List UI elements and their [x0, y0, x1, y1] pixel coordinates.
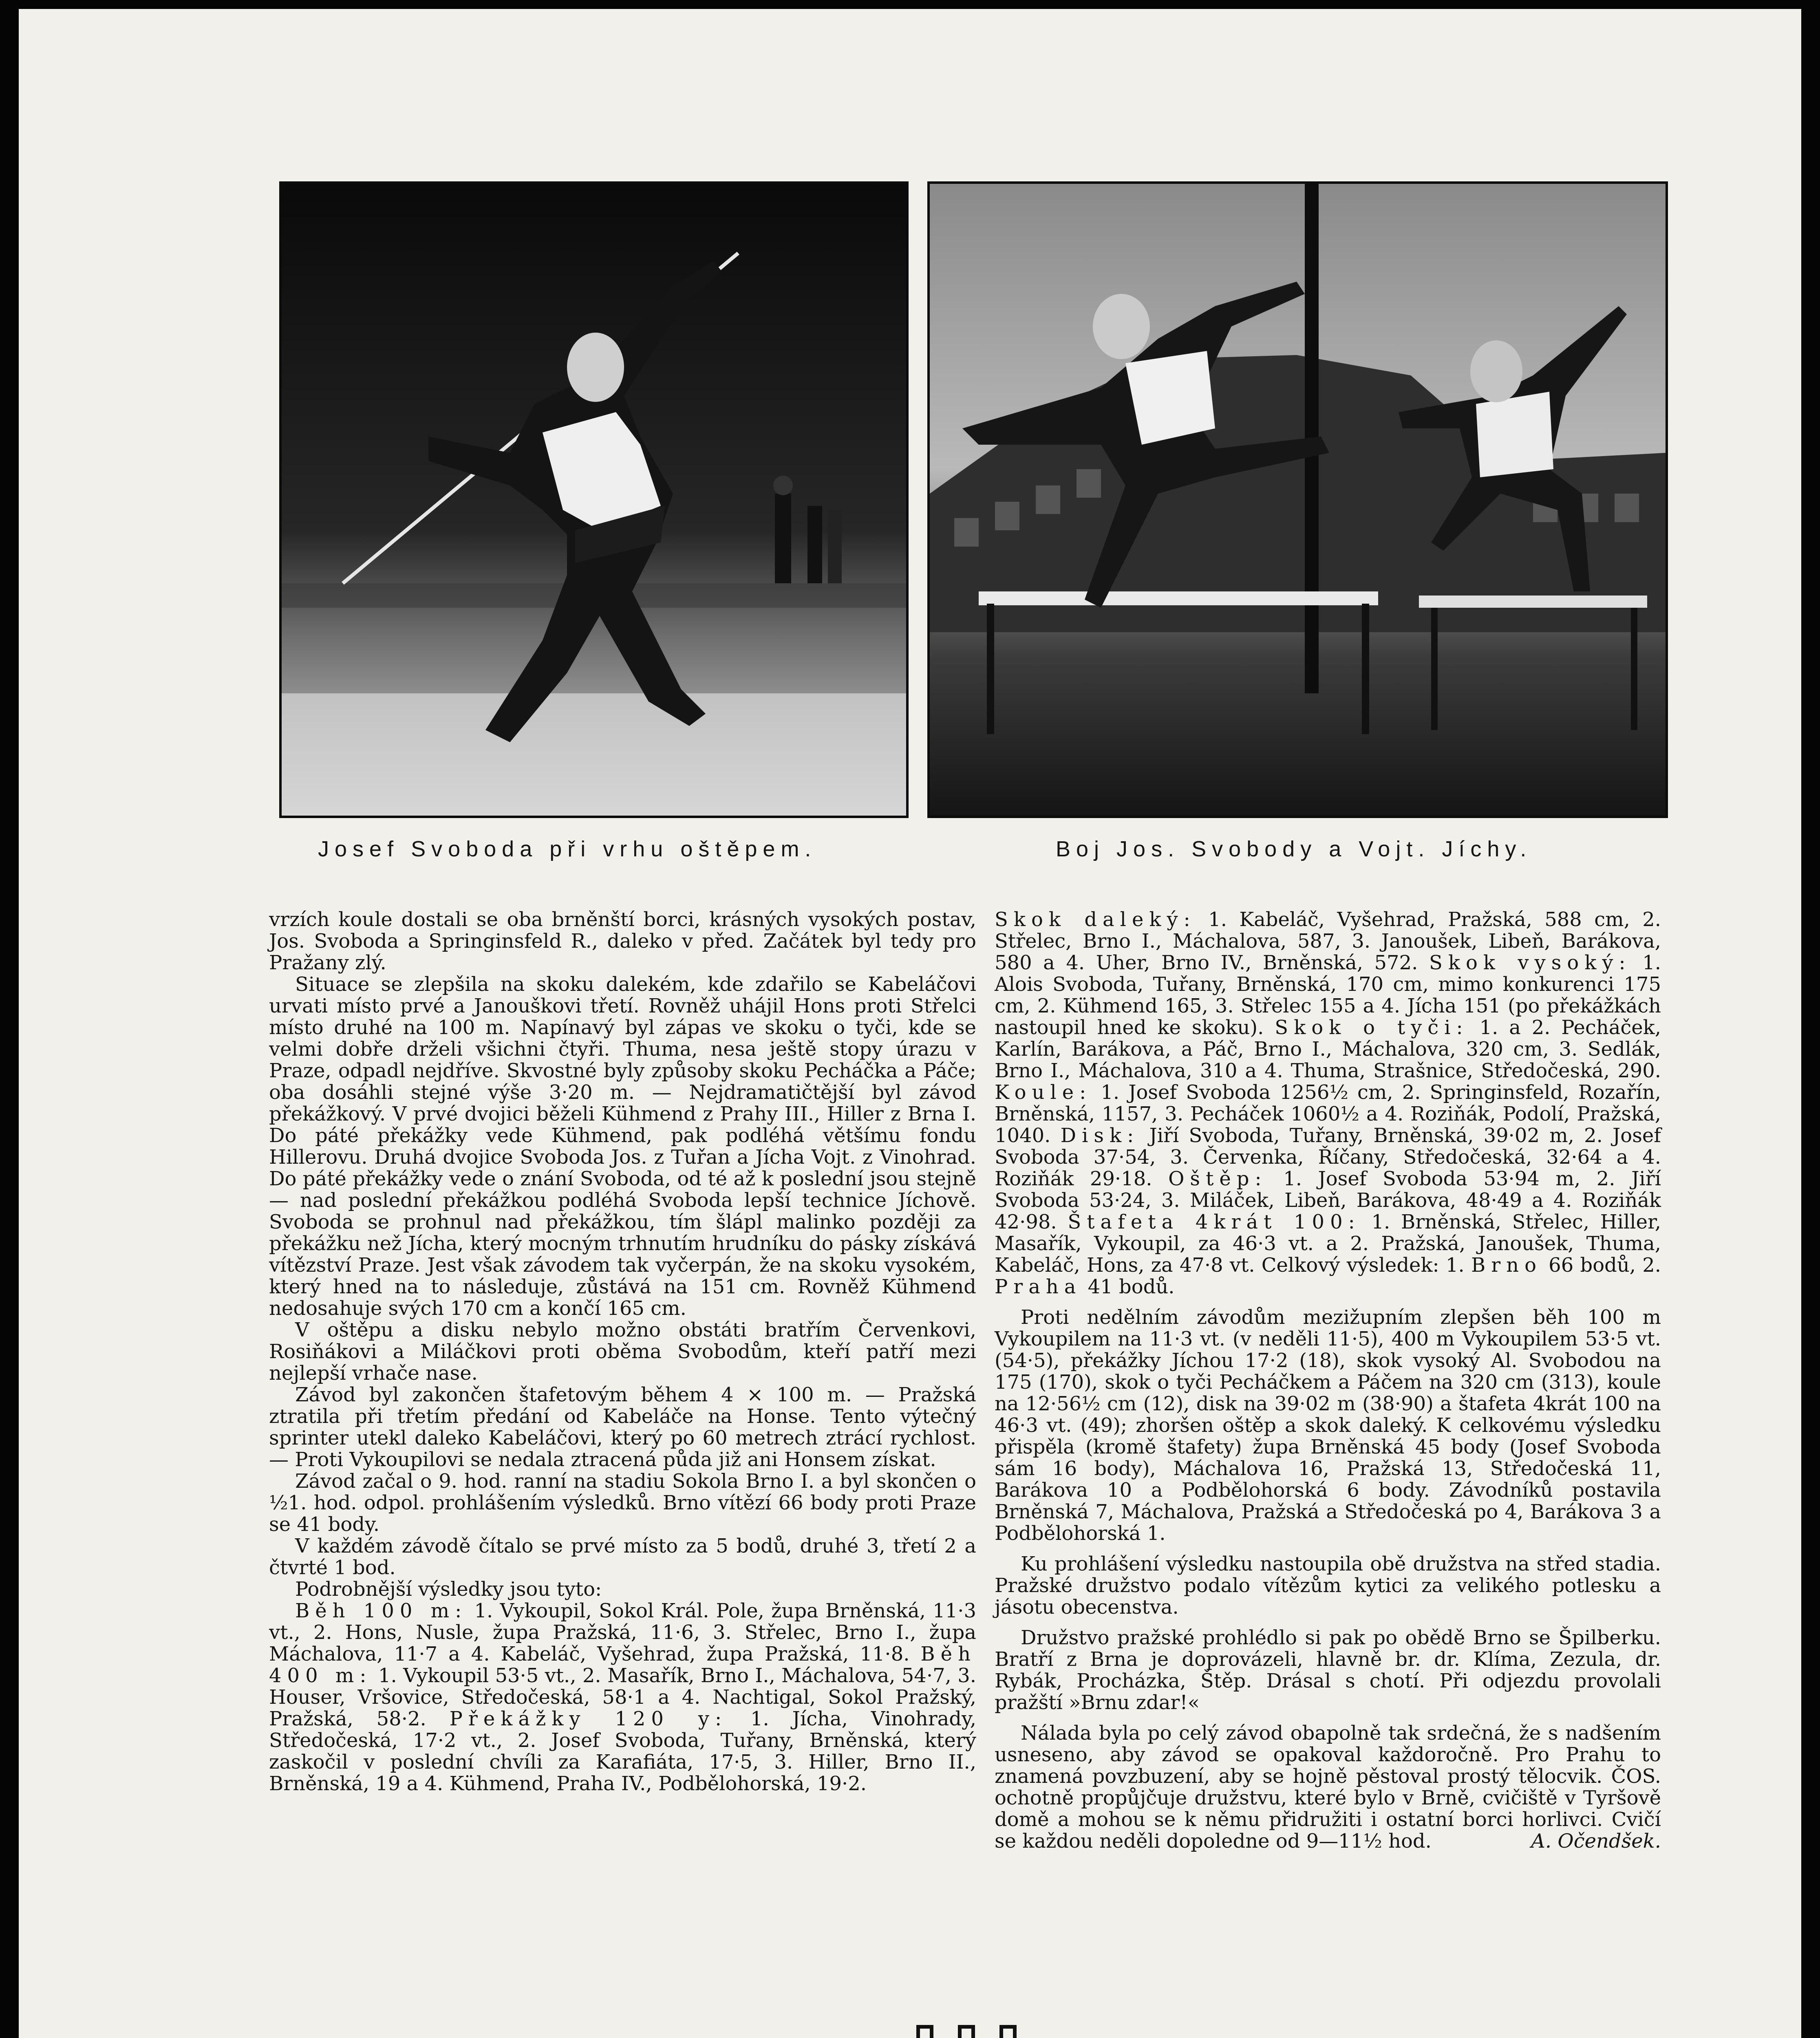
- event-results: 1. a 2. Pecháček, Karlín, Barákova, a Páč, Brno I., Máchalova, 320 cm, 3. Sedlák, Brno I., Máchalova, 310 a 4. Thuma, Strašnice, Středočeská, 290.: [995, 1016, 1661, 1082]
- section-end-ornaments: [916, 2025, 1017, 2038]
- hurdles-photo-illustration: [930, 184, 1666, 816]
- event-heading: Skok o tyči:: [1275, 1016, 1469, 1039]
- paragraph: Družstvo pražské prohlédlo si pak po obědě Brno se Špilberku. Bratří z Brna je doprovázeli, hlavně br. dr. Klíma, Zezula, dr. Rybák, Procházka, Štěp. Drásal s chotí. Při odjezdu provolali pražští »Brnu zdar!«: [995, 1626, 1661, 1714]
- event-heading: Skok vysoký:: [1429, 951, 1631, 974]
- event-results: 1. Josef Svoboda 53·94 m, 2. Jiří Svoboda 53·24, 3. Miláček, Libeň, Barákova, 48·49 a 4. Roziňák 42·98.: [995, 1167, 1661, 1233]
- results-paragraph: [995, 909, 1661, 1298]
- paragraph: Situace se zlepšila na skoku dalekém, kde zdařilo se Kabeláčovi urvati místo prvé a Janouškovi třetí. Rovněž uhájil Hons proti Střelci místo druhé na 100 m. Napínavý byl zápas ve skoku o tyči, kde se velmi dobře drželi všichni čtyři. Thuma, nesa ještě stopy úrazu v Praze, odpadl nejdříve. Skvostné byly způsoby skoku Pecháčka a Páče; oba dosáhli stejné výše 3·20 m. — Nejdramatičtější byl závod překážkový. V prvé dvojici běželi Kühmend z Prahy III., Hiller z Brna I. Do páté překážky vede Kühmend, pak podléhá většímu fondu Hillerovu. Druhá dvojice Svoboda Jos. z Tuřan a Jícha Vojt. z Vinohrad. Do páté překážky vede o znání Svoboda, od té až k poslední jsou stejně — nad poslední překážkou podléhá Svoboda lepší technice Jíchově. Svoboda se prohnul nad překážkou, tím šlápl malinko později za překážku než Jícha, který mocným trhnutím hrudníku do pásky získává vítězství Praze. Jest však závodem tak vyčerpán, že na skoku vysokém, který hned na to následuje, zůstává na 151 cm. Rovněž Kühmend nedosahuje svých 170 cm a končí 165 cm.: [269, 973, 976, 1320]
- paragraph: vrzích koule dostali se oba brněnští borci, krásných vysokých postav, Jos. Svoboda a Springinsfeld R., daleko v před. Začátek byl tedy pro Pražany zlý.: [269, 908, 976, 974]
- javelin-photo-illustration: [282, 184, 906, 816]
- event-results: 1. Kabeláč, Vyšehrad, Pražská, 588 cm, 2. Střelec, Brno I., Máchalova, 587, 3. Janoušek, Libeň, Barákova, 580 a 4. Uher, Brno IV., Brněnská, 572.: [995, 908, 1661, 974]
- square-ornament-icon: [999, 2025, 1017, 2038]
- event-heading: Běh 400 m:: [269, 1643, 976, 1687]
- event-heading: Běh 100 m:: [295, 1599, 468, 1622]
- event-results: 1. Jícha, Vinohrady, Středočeská, 17·2 vt., 2. Josef Svoboda, Tuřany, Brněnská, který zaskočil v poslední chvíli za Karafiáta, 17·5, 3. Hiller, Brno II., Brněnská, 19 a 4. Kühmend, Praha IV., Podbělohorská, 19·2.: [269, 1707, 976, 1795]
- paragraph: Ku prohlášení výsledku nastoupila obě družstva na střed stadia. Pražské družstvo podalo vítězům kytici za velikého potlesku a jásotu obecenstva.: [995, 1553, 1661, 1619]
- scan-border-right: [1801, 0, 1820, 2038]
- event-results: 66 bodů, 2.: [1542, 1254, 1661, 1277]
- event-heading: Disk:: [1060, 1124, 1140, 1147]
- author-signature: A. Očendšek.: [1531, 1830, 1661, 1853]
- photo-caption-javelin: Josef Svoboda při vrhu oštěpem.: [318, 837, 817, 861]
- event-results: 41 bodů.: [1081, 1275, 1175, 1298]
- paragraph: V oštěpu a disku nebylo možno obstáti bratřím Červenkovi, Rosiňákovi a Miláčkovi proti oběma Svobodům, kteří patří mezi nejlepší vrhače nase.: [269, 1319, 976, 1385]
- square-ornament-icon: [958, 2025, 975, 2038]
- event-heading: Koule:: [995, 1081, 1092, 1104]
- event-heading: Překážky 120 y:: [449, 1707, 728, 1730]
- square-ornament-icon: [916, 2025, 933, 2038]
- event-results: 1. Alois Svoboda, Tuřany, Brněnská, 170 cm, mimo konkurenci 175 cm, 2. Kühmend 165, 3. Střelec 155 a 4. Jícha 151 (po překážkách nastoupil hned ke skoku).: [995, 951, 1661, 1039]
- event-heading: Skok daleký:: [995, 908, 1196, 931]
- closing-paragraph: [995, 1723, 1661, 1852]
- paragraph: V každém závodě čítalo se prvé místo za 5 bodů, druhé 3, třetí 2 a čtvrté 1 bod.: [269, 1535, 976, 1579]
- paragraph: Závod byl zakončen štafetovým během 4 × 100 m. — Pražská ztratila při třetím předání od Kabeláče na Honse. Tento výtečný sprinter utekl daleko Kabeláčovi, který po 60 metrech ztrácí rychlost. — Proti Vykoupilovi se nedala ztracená půda již ani Honsem získat.: [269, 1383, 976, 1471]
- photo-caption-hurdles: Boj Jos. Svobody a Vojt. Jíchy.: [1056, 837, 1532, 861]
- team-name: Praha: [995, 1275, 1082, 1298]
- event-heading: Oštěp:: [1168, 1167, 1267, 1190]
- scan-border-left: [0, 0, 19, 2038]
- team-name: Brno: [1471, 1254, 1542, 1277]
- paragraph: Proti nedělním závodům mezižupním zlepšen běh 100 m Vykoupilem na 11·3 vt. (v neděli 11·5), 400 m Vykoupilem 53·5 vt. (54·5), překážky Jíchou 17·2 (18), skok vysoký Al. Svobodou na 175 (170), skok o tyči Pecháčkem a Páčem na 320 cm (313), koule na 12·56½ cm (12), disk na 39·02 m (38·90) a štafeta 4krát 100 na 46·3 vt. (49); zhoršen oštěp a skok daleký. K celkovému výsledku přispěla (kromě štafety) župa Brněnská 45 body (Josef Svoboda sám 16 body), Máchalova 16, Pražská 13, Středočeská 11, Barákova 10 a Podbělohorská 6 body. Závodníků postavila Brněnská 7, Máchalova, Pražská a Středočeská po 4, Barákova 3 a Podbělohorská 1.: [995, 1306, 1661, 1545]
- paragraph-text: Nálada byla po celý závod obapolně tak srdečná, že s nadšením usneseno, aby závod se opakoval každoročně. Pro Prahu to znamená povzbuzení, aby se hojně pěstoval prostý tělocvik. ČOS. ochotně propůjčuje družstvu, které bylo v Brně, cvičiště v Tyršově domě a mohou se k němu přidružiti i ostatní borci horlivci. Cvičí se každou neděli dopoledne od 9—11½ hod.: [995, 1722, 1661, 1853]
- paragraph: Závod začal o 9. hod. ranní na stadiu Sokola Brno I. a byl skončen o ½1. hod. odpol. prohlášením výsledků. Brno vítězí 66 body proti Praze se 41 body.: [269, 1470, 976, 1536]
- event-results: 1. Brněnská, Střelec, Hiller, Masařík, Vykoupil, za 46·3 vt. a 2. Pražská, Janoušek, Thuma, Kabeláč, Hons, za 47·8 vt. Celkový výsledek: 1.: [995, 1211, 1661, 1277]
- photo-hurdles-race: [927, 181, 1668, 818]
- results-paragraph: [269, 1600, 976, 1795]
- event-results: Jiří Svoboda, Tuřany, Brněnská, 39·02 m, 2. Josef Svoboda 37·54, 3. Červenka, Říčany, Středočeská, 32·64 a 4. Roziňák 29·18.: [995, 1124, 1661, 1190]
- event-heading: Štafeta 4krát 100:: [1068, 1211, 1361, 1233]
- event-results: 1. Josef Svoboda 1256½ cm, 2. Springinsfeld, Rozařín, Brněnská, 1157, 3. Pecháček 1060½ a 4. Roziňák, Podolí, Pražská, 1040.: [995, 1081, 1661, 1147]
- article-column-right: [995, 909, 1661, 1852]
- event-results: 1. Vykoupil, Sokol Král. Pole, župa Brněnská, 11·3 vt., 2. Hons, Nusle, župa Pražská, 11·6, 3. Střelec, Brno I., župa Máchalova, 11·7 a 4. Kabeláč, Vyšehrad, župa Pražská, 11·8.: [269, 1599, 976, 1665]
- event-results: 1. Vykoupil 53·5 vt., 2. Masařík, Brno I., Máchalova, 54·7, 3. Houser, Vršovice, Středočeská, 58·1 a 4. Nachtigal, Sokol Pražský, Pražská, 58·2.: [269, 1664, 977, 1730]
- photo-javelin-throw: [279, 181, 909, 818]
- paragraph: Podrobnější výsledky jsou tyto:: [295, 1578, 602, 1601]
- scan-border-top: [0, 0, 1820, 9]
- article-column-left: [269, 909, 976, 1795]
